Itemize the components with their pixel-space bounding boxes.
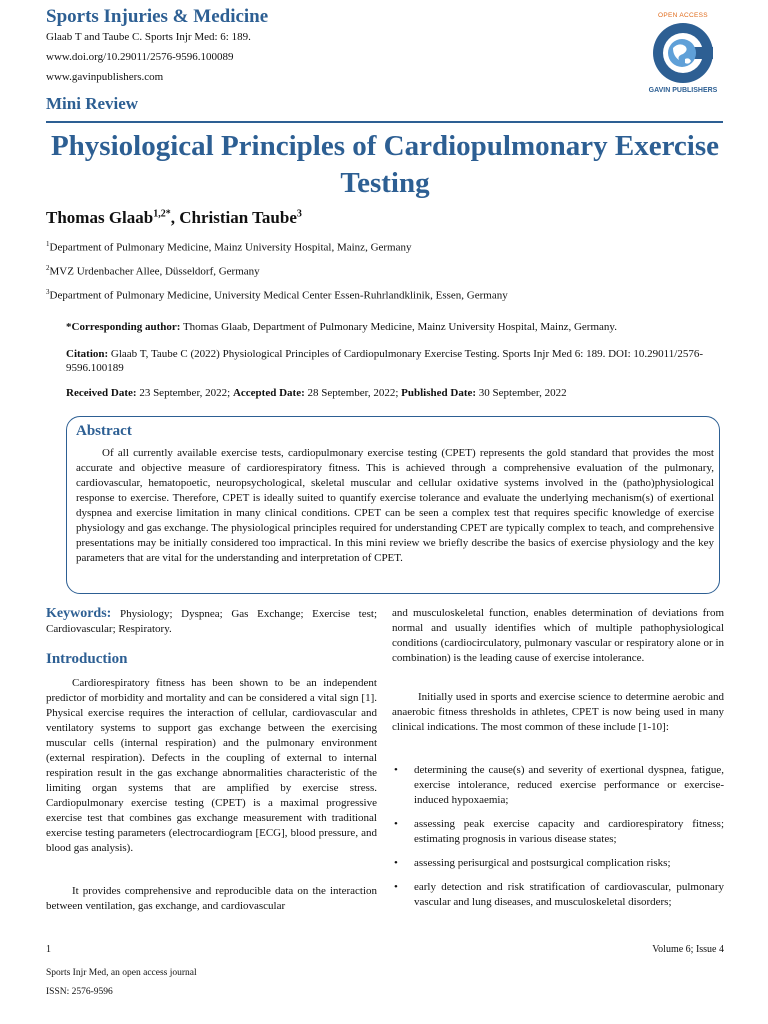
author-separator: , <box>170 208 180 227</box>
list-item <box>392 763 724 808</box>
publisher-name: GAVIN PUBLISHERS <box>648 87 718 94</box>
received-label: Received Date: <box>66 387 137 399</box>
corresponding-author <box>66 320 726 334</box>
abstract-text: Of all currently available exercise tests, cardiopulmonary exercise testing (CPET) represents the gold standard that provides the most accurate and objective measure of cardiorespiratory fitness. This is achieved through a comprehensive evaluation of the pulmonary, cardiovascular, hematopoetic, neuropsychological, skeletal muscular and cellular oxidative systems involved in the (patho)physiological response to exercise. Therefore, CPET is ideally suited to quantify exercise tolerance and evaluate the underlying mechanism(s) of exertional dyspnea and exercise limitation in many clinical conditions. CPET can be seen a complex test that requires specific knowledge of exercise physiology and gas exchange. The physiological principles required for understanding CPET are typically complex to teach, and comprehensive presentations may be initially considered too impractical. In this mini review we briefly describe the basics of exercise physiology and the key parameters that are vital for the understanding and interpretation of CPET. <box>76 447 714 564</box>
body-paragraph: It provides comprehensive and reproducible data on the interaction between ventilation, gas exchange, and cardiovascular <box>46 885 377 912</box>
affiliation-marker: 3 <box>46 288 50 296</box>
corresponding-text: Thomas Glaab, Department of Pulmonary Medicine, Mainz University Hospital, Mainz, Germany. <box>180 321 617 333</box>
page-number: 1 <box>46 944 51 955</box>
indication-list <box>392 763 724 919</box>
abstract-heading: Abstract <box>76 423 132 439</box>
list-item <box>392 817 724 847</box>
published-date: 30 September, 2022 <box>476 387 567 399</box>
corresponding-label: *Corresponding author: <box>66 321 181 333</box>
keywords <box>46 606 377 637</box>
affiliation-text: MVZ Urdenbacher Allee, Düsseldorf, Germany <box>49 265 260 278</box>
body-paragraph: and musculoskeletal function, enables determination of deviations from normal and usually identifies which of multiple pathophysiological conditions (cardiocirculatory, pulmonary vascular or respiratory alone or in combination) is the leading cause of exercise intolerance. <box>392 607 724 664</box>
keywords-label: Keywords: <box>46 606 112 621</box>
author-list <box>46 208 302 228</box>
author-name: Christian Taube <box>179 208 297 227</box>
volume-issue: Volume 6; Issue 4 <box>652 944 724 955</box>
bullet-icon: • <box>394 857 398 869</box>
article-type: Mini Review <box>46 94 139 113</box>
globe-g-icon <box>651 21 715 85</box>
affiliation-text: Department of Pulmonary Medicine, University Medical Center Essen-Ruhrlandklinik, Essen, Germany <box>49 289 508 302</box>
keywords-text: Physiology; Dyspnea; Gas Exchange; Exercise test; Cardiovascular; Respiratory. <box>46 608 377 635</box>
list-item <box>392 880 724 910</box>
list-item <box>392 856 724 871</box>
list-item-text: assessing perisurgical and postsurgical complication risks; <box>414 857 671 869</box>
accepted-date: 28 September, 2022; <box>304 387 402 399</box>
citation-text: Glaab T, Taube C (2022) Physiological Principles of Cardiopulmonary Exercise Testing. Sports Injr Med 6: 189. DOI: 10.29011/2576-9596.100189 <box>66 348 703 374</box>
article-dates <box>66 386 726 400</box>
header-divider <box>46 121 723 123</box>
accepted-label: Accepted Date: <box>232 387 305 399</box>
bullet-icon: • <box>394 818 398 830</box>
doi-link[interactable]: www.doi.org/10.29011/2576-9596.100089 <box>46 51 234 63</box>
list-item-text: assessing peak exercise capacity and cardiorespiratory fitness; estimating prognosis in various disease states; <box>414 818 724 845</box>
short-citation: Glaab T and Taube C. Sports Injr Med: 6: 189. <box>46 31 251 43</box>
body-paragraph: Initially used in sports and exercise science to determine aerobic and anaerobic fitness thresholds in athletes, CPET is now being used in many clinical indications. The most common of these include [1-10]: <box>392 691 724 733</box>
footer-issn: ISSN: 2576-9596 <box>46 987 113 997</box>
bullet-icon: • <box>394 881 398 893</box>
publisher-logo <box>640 12 726 94</box>
citation-block <box>66 347 726 375</box>
affiliation <box>46 264 260 278</box>
affiliation <box>46 240 412 254</box>
publisher-website[interactable]: www.gavinpublishers.com <box>46 71 164 83</box>
section-heading-introduction: Introduction <box>46 651 128 667</box>
affiliation-marker: 1 <box>46 240 50 248</box>
author-affiliation-marker: 3 <box>296 208 302 220</box>
affiliation-text: Department of Pulmonary Medicine, Mainz University Hospital, Mainz, Germany <box>49 241 412 254</box>
list-item-text: early detection and risk stratification of cardiovascular, pulmonary vascular and lung diseases, and musculoskeletal disorders; <box>414 881 724 908</box>
affiliation <box>46 288 508 302</box>
published-label: Published Date: <box>401 387 477 399</box>
article-title: Physiological Principles of Cardiopulmonary Exercise Testing <box>50 130 720 199</box>
footer-journal: Sports Injr Med, an open access journal <box>46 968 197 978</box>
list-item-text: determining the cause(s) and severity of exertional dyspnea, fatigue, exercise intolerance, reduced exercise performance or exercise-induced hypoxaemia; <box>414 764 724 806</box>
citation-label: Citation: <box>66 348 109 360</box>
author-affiliation-marker: 1,2* <box>153 208 171 220</box>
body-paragraph: Cardiorespiratory fitness has been shown to be an independent predictor of morbidity and mortality and can be considered a vital sign [1]. Physical exercise requires the interaction of cellular, cardiovascular and ventilatory systems to support gas exchange between the exercising muscular cells (internal respiration) and the pulmonary environment (external respiration). Defects in the coupling of external to internal respiration result in the gas exchange abnormalities characteristic of the limiting organ systems that are amplified by exercise stress. Cardiopulmonary exercise testing (CPET) is a maximal progressive exercise test that combines gas exchange measurement with traditional exercise testing parameters (electrocardiogram [ECG], blood pressure, and blood gas analysis). <box>46 677 377 854</box>
affiliation-marker: 2 <box>46 264 50 272</box>
author-name: Thomas Glaab <box>46 208 154 227</box>
open-access-label: OPEN ACCESS <box>658 12 708 19</box>
journal-name: Sports Injuries & Medicine <box>46 6 269 27</box>
bullet-icon: • <box>394 764 398 776</box>
received-date: 23 September, 2022; <box>136 387 233 399</box>
